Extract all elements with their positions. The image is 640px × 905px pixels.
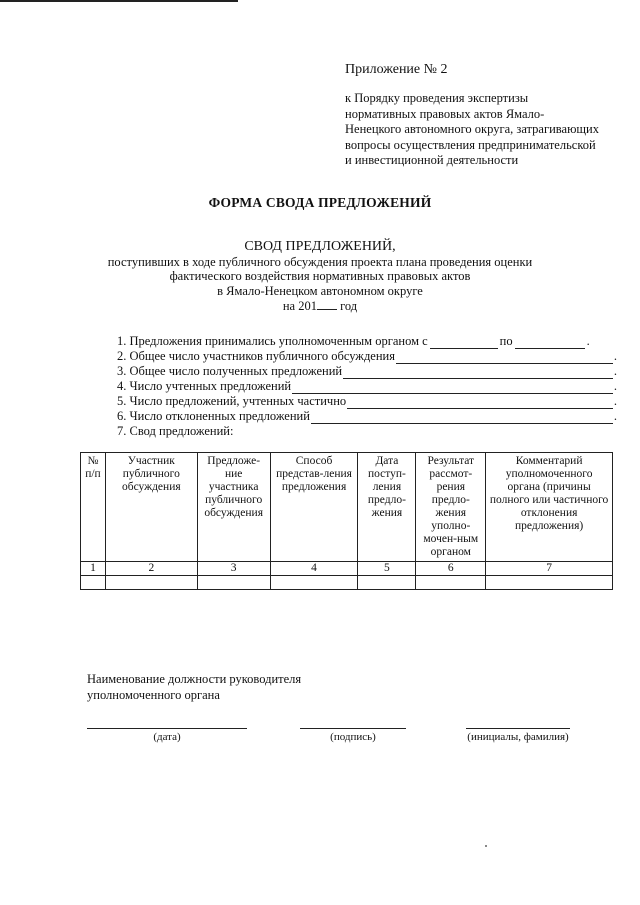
header-cell: Предложе-ние участника публичного обсуждения (197, 453, 270, 562)
date-label: (дата) (153, 731, 181, 743)
table-cell (270, 576, 358, 590)
item-6: 6. Число отклоненных предложений . (117, 409, 617, 423)
appendix-line: Ненецкого автономного округа, затрагивающих (345, 122, 599, 136)
summary-line: в Ямало-Ненецком автономном округе (217, 283, 423, 298)
item-3: 3. Общее число полученных предложений . (117, 364, 617, 378)
date-to-blank (515, 337, 585, 349)
date-signature-line (87, 728, 247, 743)
appendix-line: вопросы осуществления предпринимательской (345, 137, 596, 152)
header-cell: Участник публичного обсуждения (105, 453, 197, 562)
sign-signature-line (300, 728, 406, 743)
table-cell (197, 576, 270, 590)
name-signature-line (466, 728, 570, 743)
item-5: 5. Число предложений, учтенных частично . (117, 394, 617, 408)
header-cell: Дата поступ-ления предло-жения (358, 453, 416, 562)
item-6-blank (311, 412, 613, 424)
summary-heading (0, 240, 640, 314)
form-title: ФОРМА СВОДА ПРЕДЛОЖЕНИЙ (208, 195, 432, 210)
table-cell (486, 576, 613, 590)
item-2: 2. Общее число участников публичного обсуждения . (117, 349, 617, 363)
summary-title: СВОД ПРЕДЛОЖЕНИЙ, (244, 239, 396, 254)
item-3-blank (343, 367, 613, 379)
table-cell (105, 576, 197, 590)
column-number: 5 (358, 562, 416, 576)
column-number: 3 (197, 562, 270, 576)
item-5-blank (347, 397, 613, 409)
header-cell: Результат рассмот-рения предло-жения уполно-мочен-ным органом (416, 453, 486, 562)
header-cell: Способ представ-ления предложения (270, 453, 358, 562)
header-cell: № п/п (81, 453, 106, 562)
item-4: 4. Число учтенных предложений . (117, 379, 617, 393)
signature-title: Наименование должности руководителя уполномоченного органа (87, 672, 302, 702)
summary-line: поступивших в ходе публичного обсуждения проекта плана проведения оценки (107, 254, 533, 269)
item-1: 1. Предложения принимались уполномоченным органом с по . (117, 334, 590, 348)
appendix-line: к Порядку проведения экспертизы (345, 91, 529, 105)
table-cell (81, 576, 106, 590)
table-cell (358, 576, 416, 590)
table-header-row (81, 453, 613, 562)
table-cell (416, 576, 486, 590)
item-7: 7. Свод предложений: (117, 424, 234, 438)
appendix-text (345, 91, 615, 169)
column-number: 2 (105, 562, 197, 576)
header-cell: Комментарий уполномоченного органа (причины полного или частичного отклонения предложения) (486, 453, 613, 562)
appendix-line: нормативных правовых актов Ямало- (345, 106, 545, 121)
item-4-blank (292, 382, 613, 394)
top-rule (0, 0, 238, 2)
column-number-row (81, 562, 613, 576)
item-2-blank (396, 352, 613, 364)
column-number: 4 (270, 562, 358, 576)
column-number: 6 (416, 562, 486, 576)
proposals-table (80, 452, 613, 590)
scan-speck (485, 845, 487, 847)
appendix-line: и инвестиционной деятельности (345, 153, 519, 167)
column-number: 7 (486, 562, 613, 576)
column-number: 1 (81, 562, 106, 576)
name-label: (инициалы, фамилия) (467, 731, 569, 743)
summary-year: на 201 год (282, 299, 358, 313)
year-blank (317, 298, 337, 310)
summary-line: фактического воздействия нормативных правовых актов (169, 269, 471, 283)
appendix-title: Приложение № 2 (345, 62, 448, 77)
summary-items (117, 334, 617, 439)
sign-label: (подпись) (330, 731, 376, 743)
table-row (81, 576, 613, 590)
date-from-blank (430, 337, 498, 349)
